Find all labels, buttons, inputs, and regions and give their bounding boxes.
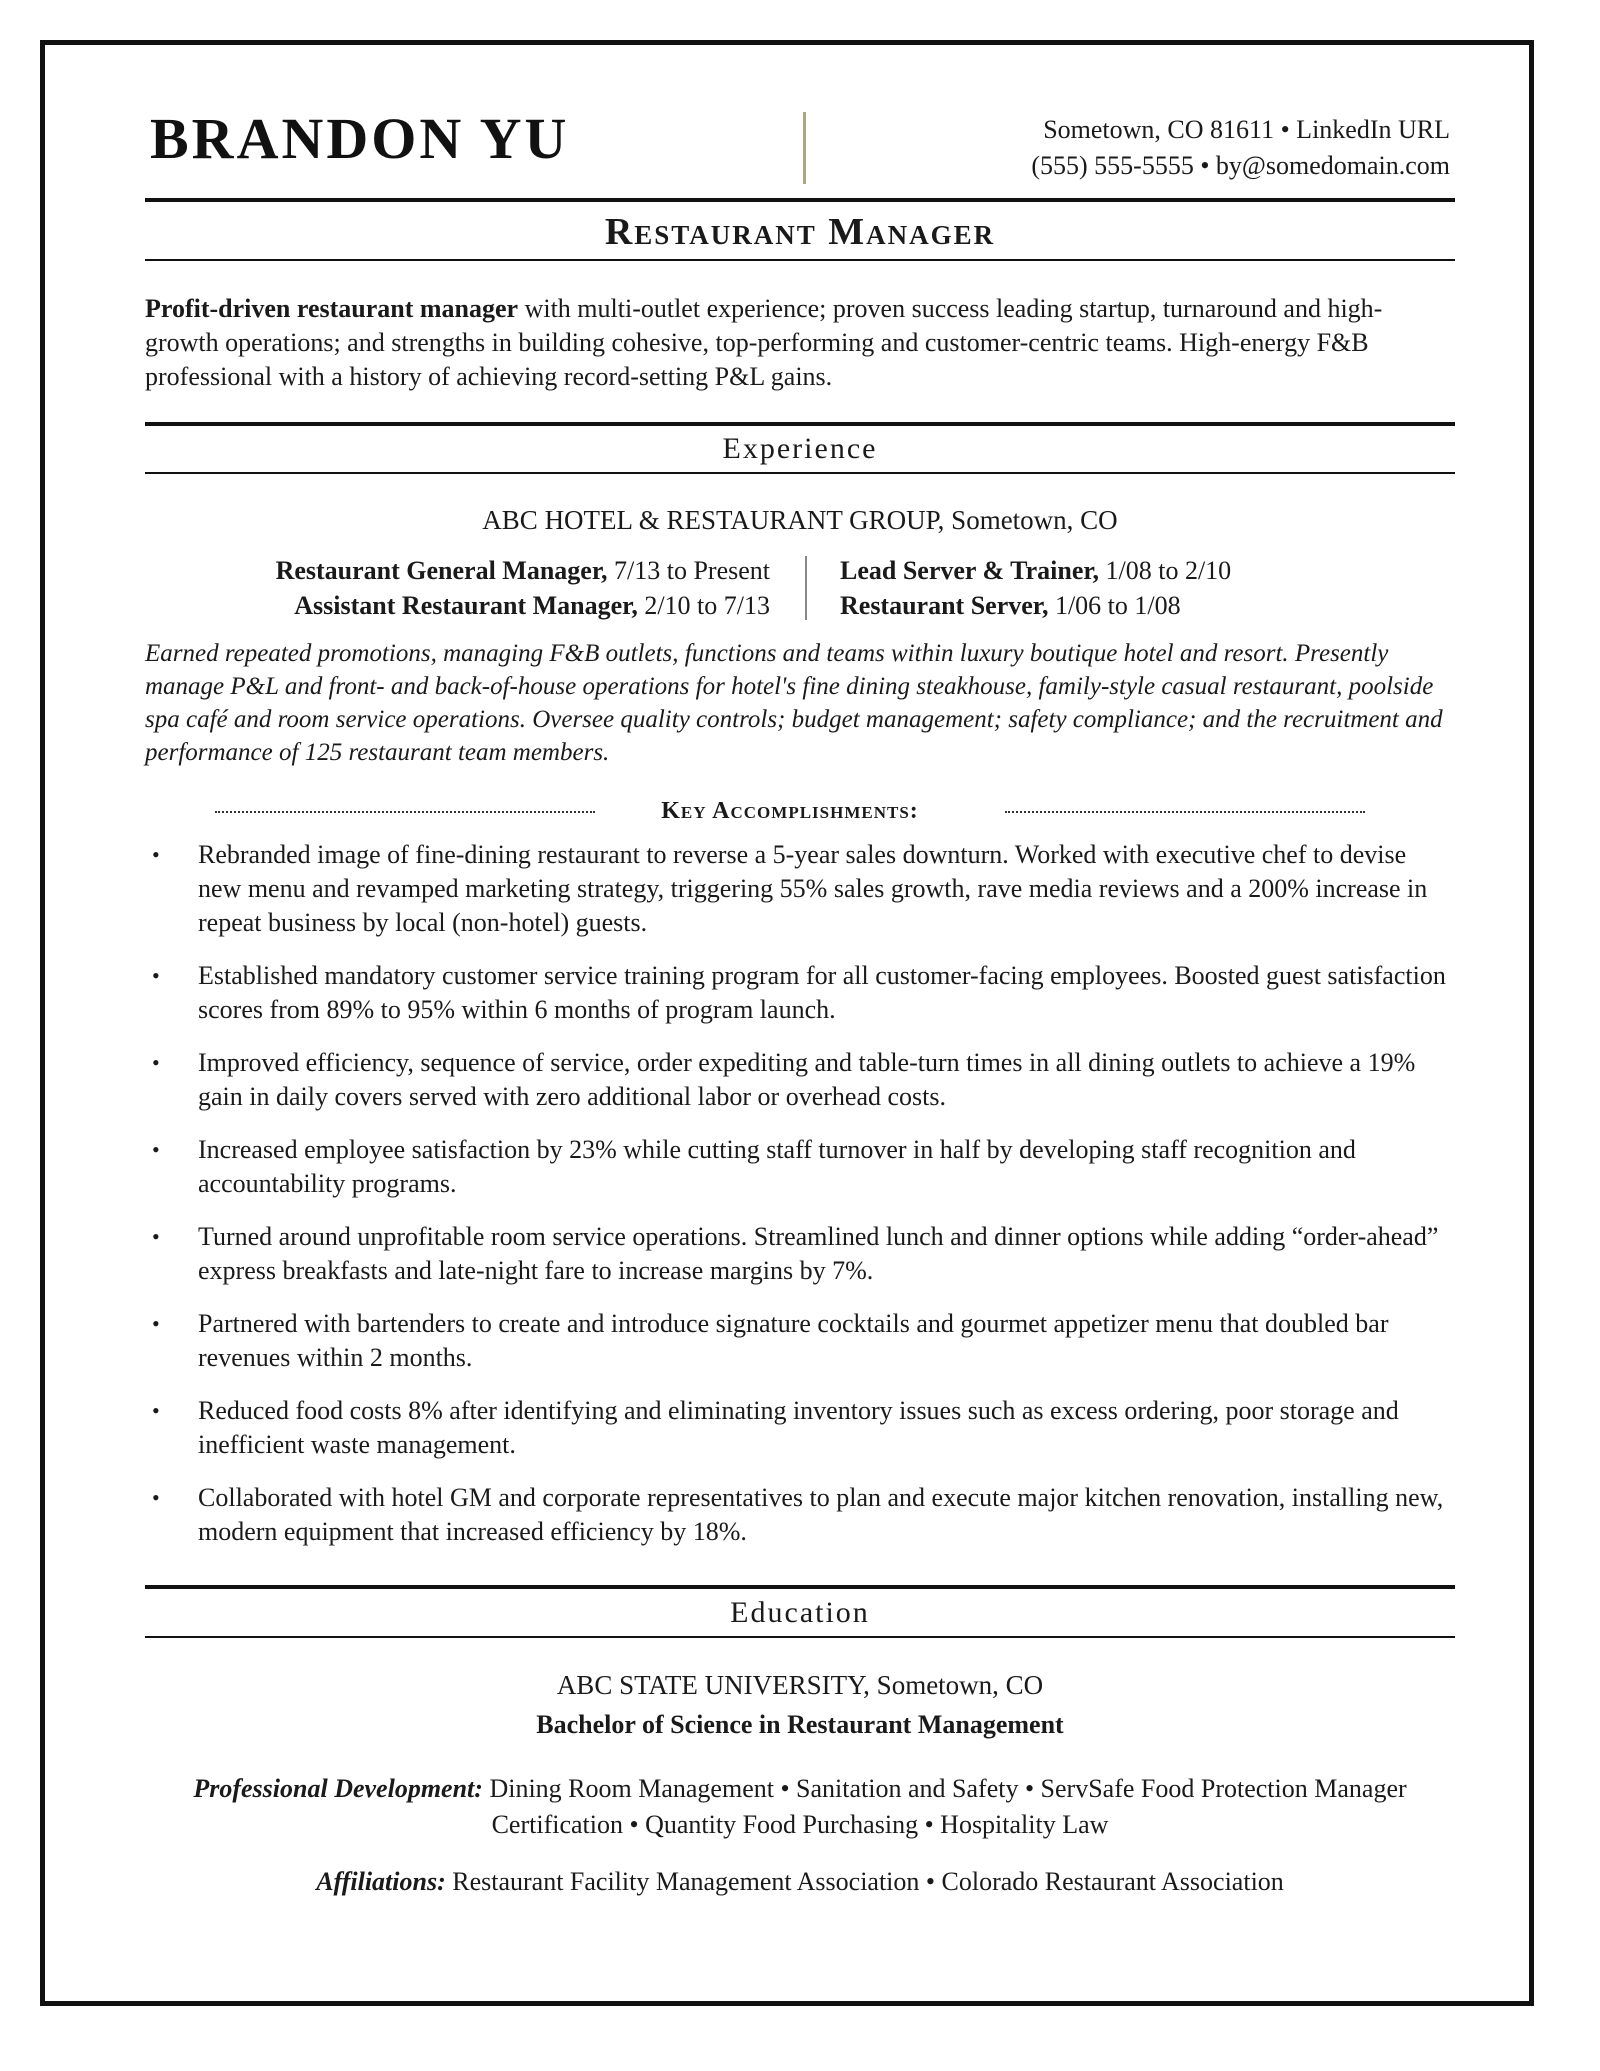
- list-item-text: Reduced food costs 8% after identifying and eliminating inventory issues such as excess ordering, poor storage and inefficient waste management.: [198, 1396, 1399, 1459]
- roles-left: [276, 553, 770, 623]
- list-item: [150, 959, 1450, 1027]
- role-dates: 1/08 to 2/10: [1099, 556, 1232, 585]
- bullet-icon: •: [152, 1137, 160, 1162]
- role-item: [840, 553, 1231, 588]
- header-rule-top: [145, 198, 1455, 202]
- bullet-icon: •: [152, 1485, 160, 1510]
- list-item-text: Partnered with bartenders to create and introduce signature cocktails and gourmet appetizer menu that doubled bar revenues within 2 months.: [198, 1309, 1389, 1372]
- dotted-divider: [1005, 811, 1365, 813]
- list-item-text: Established mandatory customer service training program for all customer-facing employees. Boosted guest satisfaction scores from 89% to 95% within 6 months of program launch.: [198, 961, 1446, 1024]
- role-dates: 7/13 to Present: [607, 556, 770, 585]
- header-divider: [803, 112, 806, 184]
- role-title: Assistant Restaurant Manager,: [294, 591, 638, 620]
- list-item-text: Increased employee satisfaction by 23% while cutting staff turnover in half by developing staff recognition and accountability programs.: [198, 1135, 1356, 1198]
- bullet-icon: •: [152, 842, 160, 867]
- summary-lead: Profit-driven restaurant manager: [145, 294, 519, 323]
- contact-info: [1031, 112, 1450, 184]
- roles-right: [840, 553, 1231, 623]
- bullet-icon: •: [152, 1398, 160, 1423]
- list-item-text: Collaborated with hotel GM and corporate representatives to plan and execute major kitchen renovation, installing new, modern equipment that increased efficiency by 18%.: [198, 1483, 1444, 1546]
- contact-line-1: Sometown, CO 81611 • LinkedIn URL: [1043, 115, 1450, 144]
- experience-description: Earned repeated promotions, managing F&B outlets, functions and teams within luxury boutique hotel and resort. Presently manage P&L and front- and back-of-house operations for hotel's fine dining steakhouse, family-style casual restaurant, poolside spa café and room service operations. Oversee quality controls; budget management; safety compliance; and the recruitment and performance of 125 restaurant team members.: [145, 640, 1443, 766]
- affiliations-label: Affiliations:: [316, 1867, 446, 1896]
- list-item: [150, 1481, 1450, 1549]
- list-item: [150, 1394, 1450, 1462]
- summary-text: with multi-outlet experience; proven success leading startup, turnaround and high-growth operations; and strengths in building cohesive, top-performing and customer-centric teams. High-energy F&B professional with a history of achieving record-setting P&L gains.: [145, 294, 1383, 391]
- bullet-icon: •: [152, 1050, 160, 1075]
- contact-line-2: (555) 555-5555 • by@somedomain.com: [1031, 151, 1450, 180]
- experience-rule-top: [145, 422, 1455, 426]
- affiliations: [145, 1867, 1455, 1897]
- role-item: [840, 588, 1231, 623]
- role-title: Lead Server & Trainer,: [840, 556, 1100, 585]
- school-line: ABC STATE UNIVERSITY, Sometown, CO: [556, 1670, 1044, 1700]
- education-rule-bottom: [145, 1636, 1455, 1638]
- list-item: [150, 1220, 1450, 1288]
- list-item-text: Rebranded image of fine-dining restaurant to reverse a 5-year sales downturn. Worked with executive chef to devise new menu and revamped marketing strategy, triggering 55% sales growth, rave media reviews and a 200% increase in repeat business by local (non-hotel) guests.: [198, 840, 1428, 937]
- list-item-text: Turned around unprofitable room service operations. Streamlined lunch and dinner options while adding “order-ahead” express breakfasts and late-night fare to increase margins by 7%.: [198, 1222, 1439, 1285]
- prof-dev-text: Dining Room Management • Sanitation and Safety • ServSafe Food Protection Manager Certification • Quantity Food Purchasing • Hospitality Law: [482, 1774, 1407, 1839]
- degree-line: Bachelor of Science in Restaurant Management: [536, 1710, 1064, 1739]
- accomplishments-list: [150, 838, 1450, 1568]
- candidate-name: BRANDON YU: [150, 106, 570, 171]
- education-heading: Education: [730, 1596, 870, 1629]
- summary-paragraph: [145, 292, 1455, 394]
- experience-heading: Experience: [722, 432, 878, 465]
- experience-rule-bottom: [145, 472, 1455, 474]
- professional-development: [145, 1771, 1455, 1843]
- title-rule-bottom: [145, 259, 1455, 261]
- list-item: [150, 1307, 1450, 1375]
- key-accomplishments-header: [215, 798, 1365, 828]
- list-item: [150, 838, 1450, 940]
- education-rule-top: [145, 1585, 1455, 1589]
- resume-title: Restaurant Manager: [604, 211, 996, 253]
- bullet-icon: •: [152, 1311, 160, 1336]
- list-item: [150, 1046, 1450, 1114]
- company-line: ABC HOTEL & RESTAURANT GROUP, Sometown, CO: [482, 505, 1118, 535]
- bullet-icon: •: [152, 1224, 160, 1249]
- role-title: Restaurant General Manager,: [275, 556, 608, 585]
- role-title: Restaurant Server,: [840, 591, 1049, 620]
- list-item: [150, 1133, 1450, 1201]
- role-dates: 1/06 to 1/08: [1048, 591, 1181, 620]
- role-item: [276, 553, 770, 588]
- prof-dev-label: Professional Development:: [193, 1774, 483, 1803]
- roles-divider: [805, 556, 807, 620]
- role-dates: 2/10 to 7/13: [637, 591, 770, 620]
- role-item: [276, 588, 770, 623]
- key-accomplishments-label: Key Accomplishments:: [661, 798, 919, 824]
- list-item-text: Improved efficiency, sequence of service, order expediting and table-turn times in all dining outlets to achieve a 19% gain in daily covers served with zero additional labor or overhead costs.: [198, 1048, 1416, 1111]
- bullet-icon: •: [152, 963, 160, 988]
- affiliations-text: Restaurant Facility Management Association • Colorado Restaurant Association: [445, 1867, 1284, 1896]
